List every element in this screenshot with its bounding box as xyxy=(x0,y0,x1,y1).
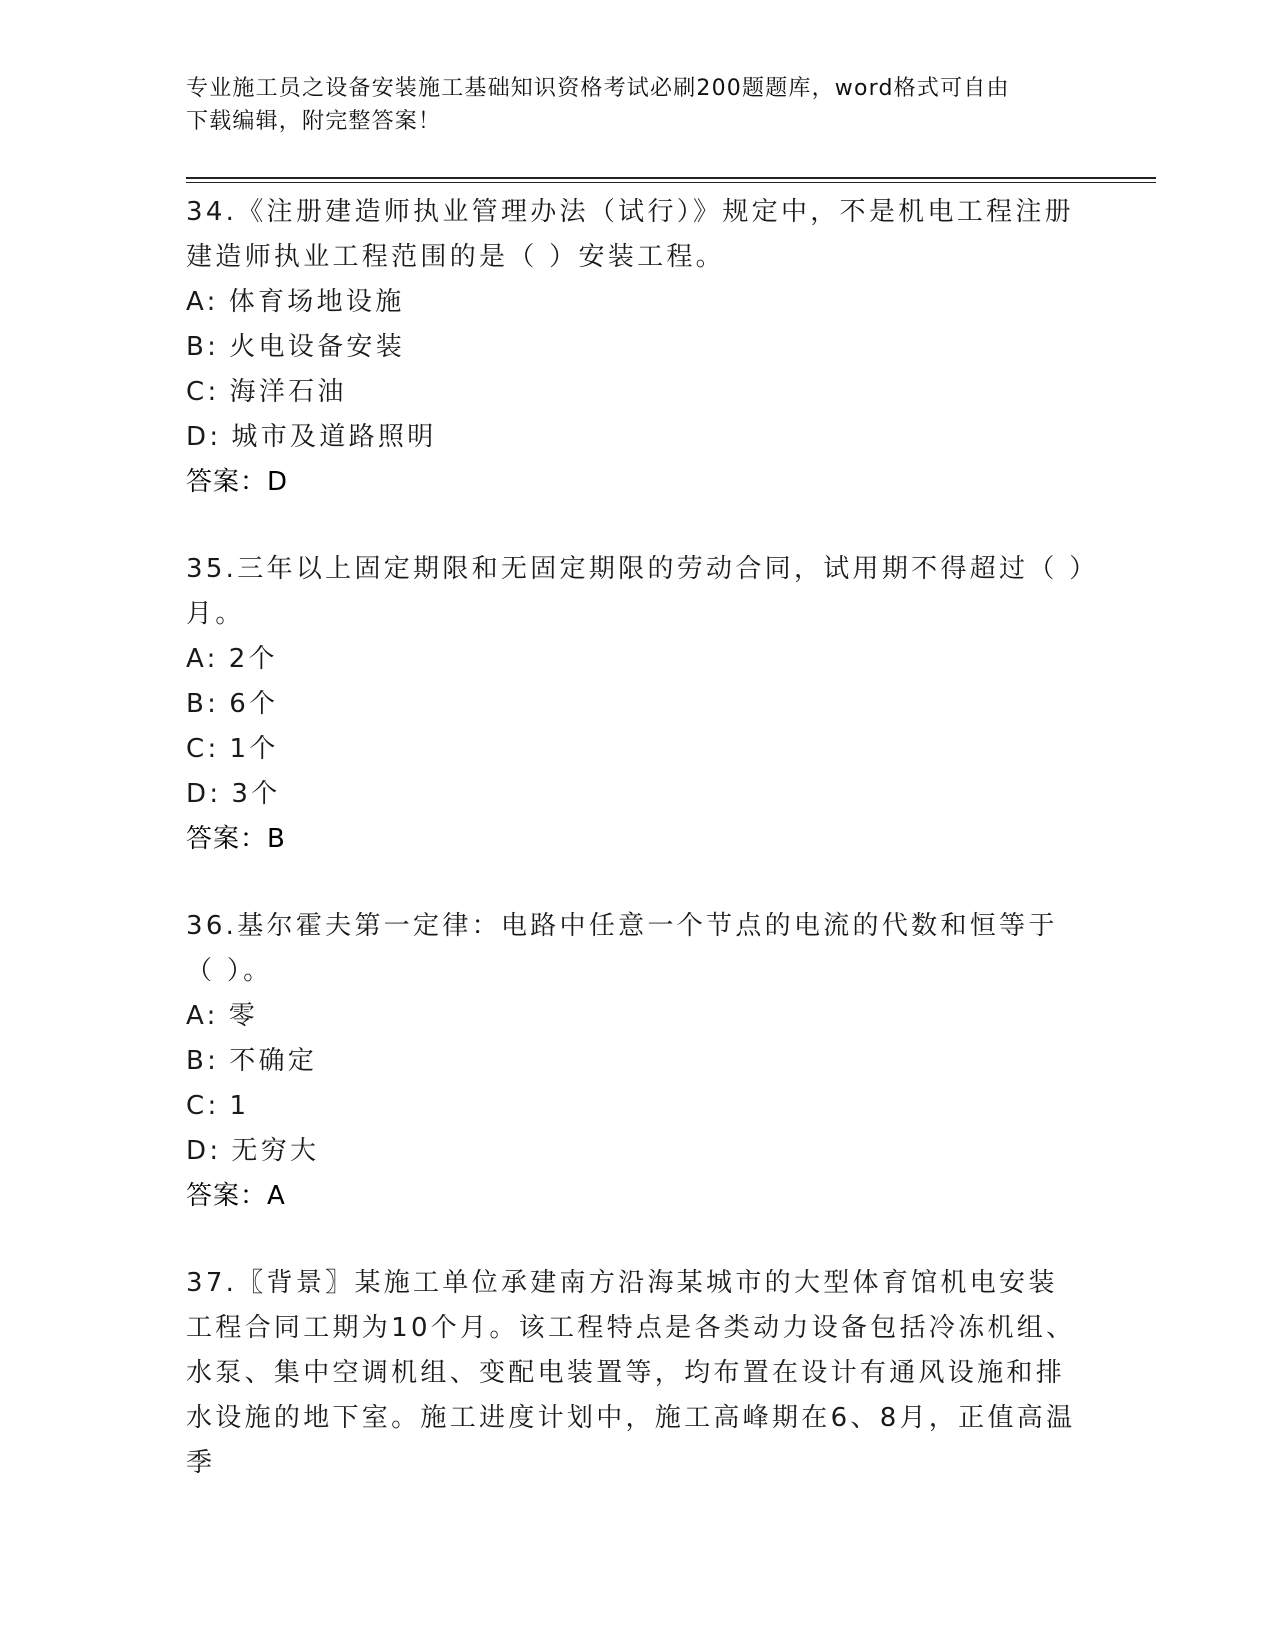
option-b xyxy=(186,1039,1086,1084)
question-35 xyxy=(186,547,1086,862)
header-line-2: 下载编辑，附完整答案！ xyxy=(186,109,442,134)
option-key: B: xyxy=(186,689,220,719)
option-key: A: xyxy=(186,644,219,674)
question-stem: 35.三年以上固定期限和无固定期限的劳动合同，试用期不得超过（ ）月。 xyxy=(186,554,1086,629)
option-text: 零 xyxy=(228,1001,259,1031)
question-37 xyxy=(186,1261,1086,1486)
option-c xyxy=(186,370,1086,415)
option-b xyxy=(186,325,1086,370)
option-text: 1个 xyxy=(229,734,279,764)
option-key: D: xyxy=(186,1136,222,1166)
document-header xyxy=(186,72,1066,138)
header-line-1: 专业施工员之设备安装施工基础知识资格考试必刷200题题库，word格式可自由 xyxy=(186,76,1010,101)
option-text: 火电设备安装 xyxy=(229,332,406,362)
option-d xyxy=(186,415,1086,460)
answer-line: 答案：D xyxy=(186,467,289,497)
option-key: A: xyxy=(186,287,219,317)
option-text: 不确定 xyxy=(229,1046,318,1076)
question-34 xyxy=(186,190,1086,505)
option-text: 1 xyxy=(229,1091,250,1121)
option-a xyxy=(186,280,1086,325)
option-text: 无穷大 xyxy=(231,1136,320,1166)
question-36 xyxy=(186,904,1086,1219)
option-b xyxy=(186,682,1086,727)
option-key: C: xyxy=(186,1091,220,1121)
header-rule-thick xyxy=(186,177,1156,179)
option-text: 海洋石油 xyxy=(229,377,347,407)
question-stem: 34.《注册建造师执业管理办法（试行）》规定中，不是机电工程注册建造师执业工程范围的是（ ）安装工程。 xyxy=(186,197,1074,272)
option-text: 体育场地设施 xyxy=(228,287,405,317)
option-a xyxy=(186,637,1086,682)
option-key: D: xyxy=(186,422,222,452)
option-d xyxy=(186,1129,1086,1174)
option-key: D: xyxy=(186,779,222,809)
option-key: B: xyxy=(186,1046,220,1076)
question-list xyxy=(186,190,1086,1528)
question-stem: 37.〖背景〗某施工单位承建南方沿海某城市的大型体育馆机电安装工程合同工期为10个月。该工程特点是各类动力设备包括冷冻机组、水泵、集中空调机组、变配电装置等，均布置在设计有通风设施和排水设施的地下室。施工进度计划中，施工高峰期在6、8月，正值高温季 xyxy=(186,1268,1076,1478)
question-stem: 36.基尔霍夫第一定律：电路中任意一个节点的电流的代数和恒等于（ ）。 xyxy=(186,911,1058,986)
option-c xyxy=(186,727,1086,772)
option-key: A: xyxy=(186,1001,219,1031)
option-a xyxy=(186,994,1086,1039)
option-key: C: xyxy=(186,734,220,764)
answer-line: 答案：A xyxy=(186,1181,286,1211)
header-rule-thin xyxy=(186,182,1156,183)
option-text: 城市及道路照明 xyxy=(231,422,437,452)
option-text: 2个 xyxy=(228,644,278,674)
option-key: C: xyxy=(186,377,220,407)
option-c xyxy=(186,1084,1086,1129)
option-d xyxy=(186,772,1086,817)
option-key: B: xyxy=(186,332,220,362)
answer-line: 答案：B xyxy=(186,824,286,854)
option-text: 3个 xyxy=(231,779,281,809)
option-text: 6个 xyxy=(229,689,279,719)
